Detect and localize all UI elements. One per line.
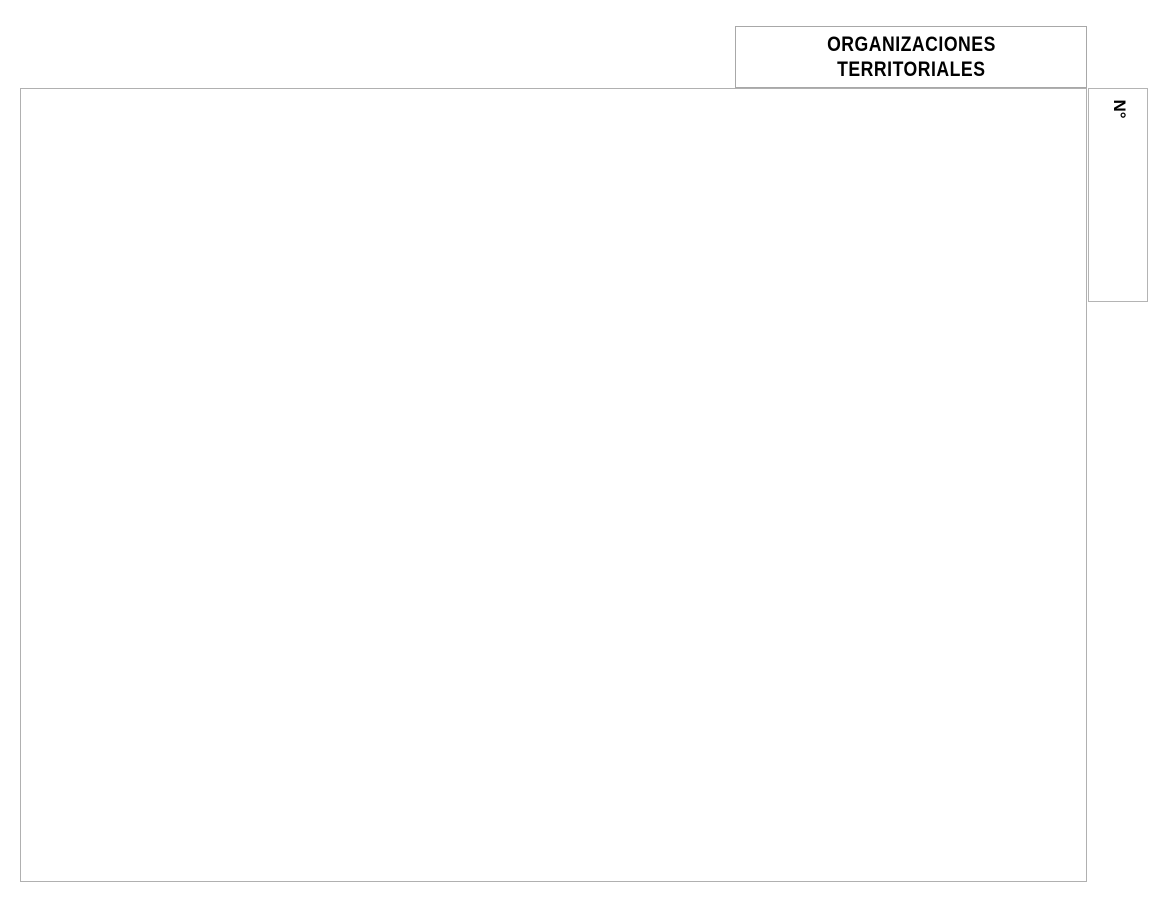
number-column-box: [1088, 88, 1148, 302]
number-column-label: N°: [1110, 99, 1129, 119]
document-frame: [20, 88, 1087, 882]
title-box: [735, 26, 1087, 88]
title-line-2: TERRITORIALES: [836, 58, 986, 81]
title-line-1: ORGANIZACIONES: [826, 33, 996, 56]
